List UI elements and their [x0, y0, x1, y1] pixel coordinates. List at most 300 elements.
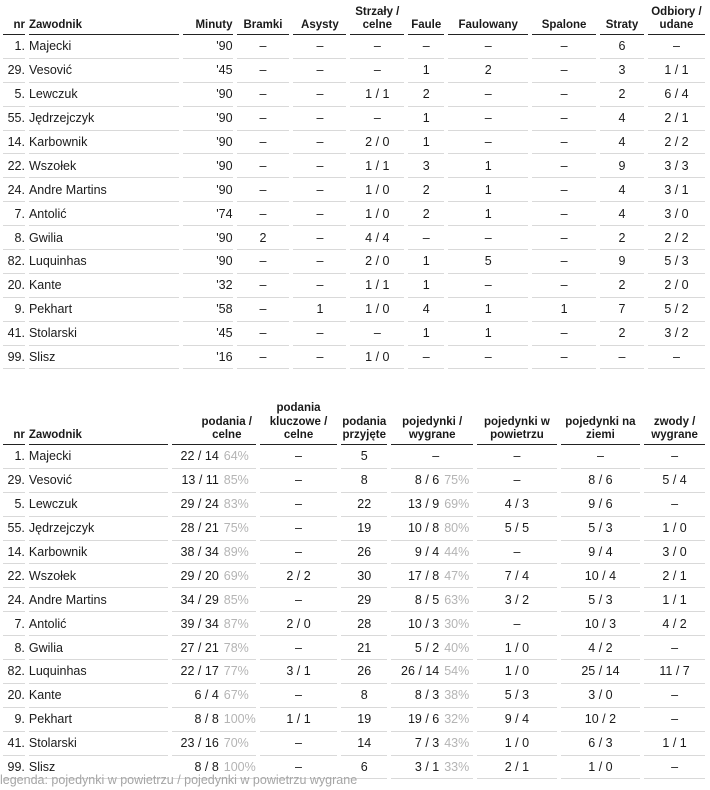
cell-passes-received: [341, 660, 387, 684]
duels-value: 8 / 6: [414, 473, 440, 488]
cell-nr-value: 24.: [7, 592, 25, 607]
passes-value: 34 / 29: [180, 592, 219, 607]
cell-minutes: '16: [183, 346, 233, 370]
cell-player-value: Stolarski: [28, 736, 77, 751]
dribbles-value: 1 / 1: [662, 736, 687, 751]
cell-duels: [391, 660, 473, 684]
cell-passes-received: [341, 541, 387, 565]
cell-passes-received: [341, 732, 387, 756]
dribbles-value: 5 / 4: [662, 473, 687, 488]
cell-player-value: Andre Martins: [28, 592, 107, 607]
key-passes-value: 1 / 1: [286, 712, 311, 727]
col-header-dribbles: zwody / wygrane: [644, 400, 705, 445]
dribbles-value: –: [671, 449, 679, 464]
cell-ground-duels: [561, 756, 641, 780]
cell-nr-value: 41.: [7, 736, 25, 751]
cell-shots: 2 / 0: [350, 131, 404, 155]
cell-losses: 2: [600, 274, 644, 298]
cell-assists: –: [293, 154, 346, 178]
cell-ground-duels: [561, 708, 641, 732]
cell-losses: –: [600, 346, 644, 370]
duels-win-rate: 69%: [444, 497, 470, 512]
cell-minutes: '58: [183, 298, 233, 322]
passes-received-value: 28: [357, 616, 372, 631]
cell-nr: 8.: [3, 226, 25, 250]
passes-value: 39 / 34: [180, 616, 219, 631]
cell-fouls: –: [408, 226, 444, 250]
cell-fouled: –: [448, 131, 528, 155]
cell-player-value: Slisz: [28, 760, 56, 775]
passes-received-value: 30: [357, 568, 372, 583]
cell-losses: 9: [600, 250, 644, 274]
ground-duels-value: 3 / 0: [588, 688, 613, 703]
cell-ground-duels: [561, 469, 641, 493]
cell-goals: –: [237, 298, 290, 322]
cell-dribbles: [644, 517, 705, 541]
cell-passes: [172, 732, 256, 756]
passes-received-value: 21: [357, 640, 372, 655]
key-passes-value: 2 / 0: [286, 616, 311, 631]
cell-minutes: '32: [183, 274, 233, 298]
cell-player: [29, 684, 168, 708]
cell-passes-received: [341, 564, 387, 588]
cell-player: [29, 445, 168, 469]
col-header-goals: Bramki: [237, 0, 290, 35]
cell-ground-duels: [561, 684, 641, 708]
cell-tackles: –: [648, 346, 705, 370]
cell-player: [29, 612, 168, 636]
cell-losses: 4: [600, 202, 644, 226]
cell-passes-received: [341, 493, 387, 517]
col-header-aerial-duels: pojedynki w powietrzu: [477, 400, 557, 445]
passes-received-value: 19: [357, 712, 372, 727]
cell-ground-duels: [561, 517, 641, 541]
cell-passes: [172, 612, 256, 636]
table-row: [3, 541, 705, 565]
cell-nr: [3, 493, 25, 517]
ground-duels-value: 6 / 3: [588, 736, 613, 751]
cell-passes: [172, 684, 256, 708]
cell-passes: [172, 493, 256, 517]
passes-value: 28 / 21: [180, 521, 219, 536]
key-passes-value: –: [295, 521, 302, 536]
cell-key-passes: [260, 445, 338, 469]
col-header-offsides: Spalone: [532, 0, 596, 35]
cell-goals: –: [237, 322, 290, 346]
cell-losses: 2: [600, 322, 644, 346]
aerial-duels-value: 2 / 1: [504, 760, 530, 775]
cell-fouls: 2: [408, 178, 444, 202]
cell-ground-duels: [561, 541, 641, 565]
dribbles-value: 3 / 0: [662, 545, 687, 559]
passes-accuracy: 78%: [223, 640, 249, 655]
cell-duels: [391, 684, 473, 708]
col-header-fouls: Faule: [408, 0, 444, 35]
cell-nr: 29.: [3, 59, 25, 83]
ground-duels-value: 4 / 2: [588, 640, 613, 655]
table-row: [3, 107, 705, 131]
col-header-player: Zawodnik: [29, 0, 179, 35]
passes-value: 8 / 8: [194, 760, 219, 775]
cell-player: Kante: [29, 274, 179, 298]
cell-dribbles: [644, 756, 705, 780]
cell-aerial-duels: [477, 493, 557, 517]
cell-fouled: 1: [448, 202, 528, 226]
cell-tackles: 2 / 0: [648, 274, 705, 298]
cell-assists: –: [293, 59, 346, 83]
ground-duels-value: 1 / 0: [588, 760, 613, 775]
cell-ground-duels: [561, 612, 641, 636]
cell-dribbles: [644, 636, 705, 660]
passes-value: 22 / 14: [180, 449, 219, 464]
cell-duels: [391, 564, 473, 588]
cell-minutes: '90: [183, 154, 233, 178]
cell-nr-value: 29.: [7, 473, 25, 488]
table-row: [3, 250, 705, 274]
cell-duels: [391, 612, 473, 636]
cell-player: Vesović: [29, 59, 179, 83]
cell-shots: 1 / 1: [350, 274, 404, 298]
cell-shots: 1 / 0: [350, 178, 404, 202]
cell-passes: [172, 660, 256, 684]
cell-player-value: Kante: [28, 688, 62, 703]
aerial-duels-value: 5 / 5: [504, 521, 530, 536]
cell-nr: 82.: [3, 250, 25, 274]
cell-goals: –: [237, 178, 290, 202]
table-row: [3, 588, 705, 612]
passes-value: 6 / 4: [194, 688, 219, 703]
cell-assists: –: [293, 178, 346, 202]
passes-accuracy: 100%: [223, 760, 256, 775]
cell-player: [29, 564, 168, 588]
cell-fouls: 1: [408, 274, 444, 298]
passes-accuracy: 69%: [223, 568, 249, 583]
cell-dribbles: [644, 564, 705, 588]
table-row: [3, 445, 705, 469]
passes-value: 8 / 8: [194, 712, 219, 727]
aerial-duels-value: 1 / 0: [504, 736, 530, 751]
cell-duels: [391, 517, 473, 541]
table-row: [3, 35, 705, 59]
cell-assists: –: [293, 274, 346, 298]
cell-tackles: –: [648, 35, 705, 59]
cell-player: Gwilia: [29, 226, 179, 250]
cell-aerial-duels: [477, 564, 557, 588]
cell-player: [29, 708, 168, 732]
cell-goals: –: [237, 59, 290, 83]
cell-aerial-duels: [477, 588, 557, 612]
cell-passes: [172, 517, 256, 541]
cell-nr: 20.: [3, 274, 25, 298]
cell-nr: [3, 445, 25, 469]
dribbles-value: –: [671, 688, 679, 703]
cell-passes-received: [341, 708, 387, 732]
cell-player: Wszołek: [29, 154, 179, 178]
duels-value: 10 / 3: [407, 616, 440, 631]
cell-ground-duels: [561, 660, 641, 684]
passes-accuracy: 87%: [223, 616, 249, 631]
table-header-row: [3, 0, 705, 35]
cell-player-value: Karbownik: [28, 545, 88, 559]
cell-duels: [391, 445, 473, 469]
duels-win-rate: 32%: [444, 712, 470, 727]
cell-player: [29, 660, 168, 684]
cell-shots: 1 / 0: [350, 298, 404, 322]
cell-offsides: –: [532, 250, 596, 274]
cell-nr: 14.: [3, 131, 25, 155]
cell-shots: –: [350, 322, 404, 346]
col-header-passes-received: podania przyjęte: [341, 400, 387, 445]
col-header-key-passes: podania kluczowe / celne: [260, 400, 338, 445]
col-header-duels: pojedynki / wygrane: [391, 400, 473, 445]
cell-fouled: –: [448, 274, 528, 298]
cell-fouled: 1: [448, 298, 528, 322]
cell-nr: 5.: [3, 83, 25, 107]
cell-minutes: '90: [183, 83, 233, 107]
cell-key-passes: [260, 732, 338, 756]
key-passes-value: –: [295, 640, 302, 655]
cell-offsides: –: [532, 35, 596, 59]
cell-fouled: 1: [448, 322, 528, 346]
cell-key-passes: [260, 684, 338, 708]
cell-key-passes: [260, 469, 338, 493]
cell-player-value: Wszołek: [28, 568, 77, 583]
duels-win-rate: 40%: [444, 640, 470, 655]
cell-key-passes: [260, 588, 338, 612]
cell-tackles: 2 / 1: [648, 107, 705, 131]
duels-value: 13 / 9: [407, 497, 440, 512]
cell-player-value: Luquinhas: [28, 664, 87, 679]
key-passes-value: –: [295, 592, 302, 607]
cell-fouls: 3: [408, 154, 444, 178]
table-row: [3, 322, 705, 346]
cell-player: [29, 469, 168, 493]
legend-note: legenda: pojedynki w powietrzu / pojedynki w powietrzu wygrane: [0, 773, 358, 787]
passes-accuracy: 85%: [223, 473, 249, 488]
passes-received-value: 26: [357, 664, 372, 679]
cell-assists: –: [293, 131, 346, 155]
cell-nr: 55.: [3, 107, 25, 131]
cell-nr: [3, 636, 25, 660]
cell-aerial-duels: [477, 684, 557, 708]
cell-minutes: '90: [183, 107, 233, 131]
col-header-nr: nr: [3, 0, 25, 35]
cell-passes: [172, 636, 256, 660]
duels-win-rate: 44%: [444, 545, 470, 559]
cell-offsides: –: [532, 178, 596, 202]
cell-fouls: 1: [408, 107, 444, 131]
cell-fouls: –: [408, 35, 444, 59]
cell-player: Antolić: [29, 202, 179, 226]
cell-nr: [3, 517, 25, 541]
key-passes-value: –: [295, 760, 302, 775]
cell-minutes: '74: [183, 202, 233, 226]
cell-nr: [3, 588, 25, 612]
cell-passes: [172, 588, 256, 612]
table-row: [3, 274, 705, 298]
cell-player: Pekhart: [29, 298, 179, 322]
cell-nr: [3, 732, 25, 756]
cell-nr-value: 5.: [14, 497, 25, 512]
cell-player-value: Gwilia: [28, 640, 63, 655]
passes-value: 38 / 34: [180, 545, 219, 559]
cell-player-value: Antolić: [28, 616, 67, 631]
key-passes-value: –: [295, 473, 302, 488]
cell-nr-value: 99.: [7, 760, 25, 775]
cell-dribbles: [644, 732, 705, 756]
cell-passes: [172, 445, 256, 469]
cell-assists: –: [293, 83, 346, 107]
cell-player-value: Vesović: [28, 473, 72, 488]
cell-dribbles: [644, 612, 705, 636]
cell-losses: 2: [600, 226, 644, 250]
table-row: [3, 684, 705, 708]
passes-received-value: 8: [360, 473, 368, 488]
cell-aerial-duels: [477, 660, 557, 684]
duels-win-rate: 47%: [444, 568, 470, 583]
cell-nr-value: 1.: [14, 449, 25, 464]
cell-duels: [391, 708, 473, 732]
passes-value: 29 / 24: [180, 497, 219, 512]
col-header-passes: podania / celne: [172, 400, 256, 445]
cell-nr: 9.: [3, 298, 25, 322]
ground-duels-value: 5 / 3: [588, 521, 613, 536]
cell-offsides: –: [532, 226, 596, 250]
cell-losses: 4: [600, 178, 644, 202]
cell-offsides: –: [532, 59, 596, 83]
cell-passes-received: [341, 517, 387, 541]
cell-minutes: '90: [183, 226, 233, 250]
cell-duels: [391, 636, 473, 660]
cell-offsides: –: [532, 154, 596, 178]
cell-fouls: 1: [408, 322, 444, 346]
cell-goals: –: [237, 202, 290, 226]
cell-dribbles: [644, 684, 705, 708]
cell-shots: –: [350, 107, 404, 131]
aerial-duels-value: 5 / 3: [504, 688, 530, 703]
cell-nr-value: 82.: [7, 664, 25, 679]
duels-value: 26 / 14: [401, 664, 440, 679]
cell-shots: 2 / 0: [350, 250, 404, 274]
cell-dribbles: [644, 541, 705, 565]
cell-aerial-duels: [477, 708, 557, 732]
aerial-duels-value: 9 / 4: [504, 712, 530, 727]
cell-tackles: 5 / 3: [648, 250, 705, 274]
key-passes-value: 2 / 2: [286, 568, 311, 583]
cell-passes-received: [341, 588, 387, 612]
passes-accuracy: 89%: [223, 545, 249, 559]
dribbles-value: 11 / 7: [659, 664, 690, 679]
table-row: [3, 469, 705, 493]
col-header-shots: Strzały / celne: [350, 0, 404, 35]
cell-aerial-duels: [477, 469, 557, 493]
table-row: [3, 202, 705, 226]
passes-received-value: 6: [360, 760, 368, 775]
key-passes-value: –: [295, 736, 302, 751]
passes-accuracy: 77%: [223, 664, 249, 679]
cell-dribbles: [644, 445, 705, 469]
col-header-ground-duels: pojedynki na ziemi: [561, 400, 641, 445]
cell-ground-duels: [561, 732, 641, 756]
cell-assists: –: [293, 107, 346, 131]
aerial-duels-value: –: [513, 449, 521, 464]
cell-assists: –: [293, 35, 346, 59]
cell-aerial-duels: [477, 517, 557, 541]
col-header-fouled: Faulowany: [448, 0, 528, 35]
cell-player: Jędrzejczyk: [29, 107, 179, 131]
ground-duels-value: 5 / 3: [588, 592, 613, 607]
cell-nr-value: 9.: [14, 712, 25, 727]
cell-dribbles: [644, 660, 705, 684]
ground-duels-value: 10 / 2: [584, 712, 617, 727]
cell-duels: [391, 732, 473, 756]
cell-tackles: 2 / 2: [648, 131, 705, 155]
cell-passes-received: [341, 612, 387, 636]
cell-assists: –: [293, 250, 346, 274]
passes-received-value: 5: [360, 449, 368, 464]
cell-passes-received: [341, 469, 387, 493]
cell-player: [29, 541, 168, 565]
cell-fouls: 1: [408, 131, 444, 155]
duels-value: 19 / 6: [407, 712, 440, 727]
passes-accuracy: 100%: [223, 712, 256, 727]
key-passes-value: 3 / 1: [286, 664, 311, 679]
col-header-assists: Asysty: [293, 0, 346, 35]
cell-offsides: –: [532, 274, 596, 298]
cell-dribbles: [644, 493, 705, 517]
cell-nr-value: 8.: [14, 640, 25, 655]
cell-fouled: –: [448, 226, 528, 250]
table-row: [3, 83, 705, 107]
cell-player-value: Pekhart: [28, 712, 72, 727]
cell-passes: [172, 469, 256, 493]
duels-win-rate: 63%: [444, 592, 470, 607]
passes-value: 22 / 17: [180, 664, 219, 679]
cell-key-passes: [260, 708, 338, 732]
passes-received-value: 8: [360, 688, 368, 703]
cell-nr: [3, 708, 25, 732]
cell-player-value: Lewczuk: [28, 497, 78, 512]
cell-ground-duels: [561, 636, 641, 660]
cell-ground-duels: [561, 445, 641, 469]
duels-value: 9 / 4: [414, 545, 440, 559]
cell-dribbles: [644, 588, 705, 612]
cell-nr: [3, 684, 25, 708]
cell-offsides: –: [532, 83, 596, 107]
cell-duels: [391, 756, 473, 780]
cell-shots: –: [350, 35, 404, 59]
cell-fouled: 1: [448, 154, 528, 178]
passes-received-value: 26: [357, 545, 372, 559]
passing-duels-table: [0, 400, 709, 779]
cell-nr-value: 22.: [7, 568, 25, 583]
cell-minutes: '45: [183, 322, 233, 346]
cell-passes-received: [341, 684, 387, 708]
cell-minutes: '45: [183, 59, 233, 83]
passes-value: 29 / 20: [180, 568, 219, 583]
match-stats-table: [0, 0, 709, 369]
passes-received-value: 29: [357, 592, 372, 607]
cell-player: [29, 636, 168, 660]
cell-fouled: –: [448, 346, 528, 370]
cell-player: [29, 517, 168, 541]
cell-minutes: '90: [183, 131, 233, 155]
passes-value: 27 / 21: [180, 640, 219, 655]
cell-tackles: 5 / 2: [648, 298, 705, 322]
cell-offsides: –: [532, 202, 596, 226]
cell-tackles: 1 / 1: [648, 59, 705, 83]
cell-player-value: Majecki: [28, 449, 72, 464]
